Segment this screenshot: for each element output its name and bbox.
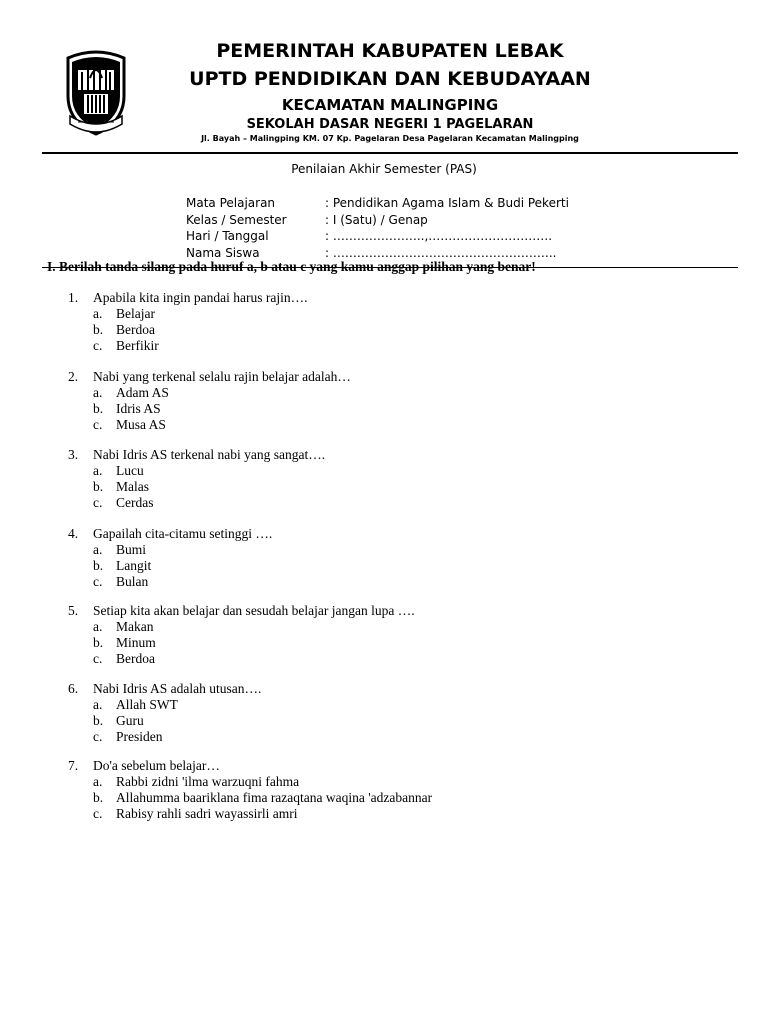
answer-option-b: b. Guru: [93, 713, 144, 728]
header-divider: [42, 152, 738, 154]
answer-option-c: c. Berfikir: [93, 338, 159, 353]
answer-option-b: b. Malas: [93, 479, 149, 494]
info-label: Mata Pelajaran: [186, 196, 276, 210]
answer-option-b: b. Langit: [93, 558, 152, 573]
header-address: Jl. Bayah – Malingping KM. 07 Kp. Pagelaran Desa Pagelaran Kecamatan Malingping: [201, 134, 579, 143]
answer-option-b: b. Idris AS: [93, 401, 161, 416]
question-number: 4.: [68, 526, 79, 541]
question-number: 2.: [68, 369, 79, 384]
answer-option-a: a. Allah SWT: [93, 697, 178, 712]
info-value: : ………………………………………………..: [325, 245, 557, 260]
question-text: Nabi yang terkenal selalu rajin belajar adalah…: [93, 369, 351, 384]
info-row-date: [186, 228, 569, 245]
exam-title: Penilaian Akhir Semester (PAS): [291, 162, 477, 176]
answer-option-a: a. Lucu: [93, 463, 144, 478]
header-district-title: KECAMATAN MALINGPING: [281, 96, 499, 114]
answer-option-c: c. Presiden: [93, 729, 163, 744]
info-row-class: [186, 212, 569, 229]
answer-option-b: b. Allahumma baariklana fima razaqtana waqina 'adzabannar: [93, 790, 433, 805]
answer-option-a: a. Makan: [93, 619, 154, 634]
answer-option-a: a. Rabbi zidni 'ilma warzuqni fahma: [93, 774, 300, 789]
question-number: 6.: [68, 681, 79, 696]
header-government-title: PEMERINTAH KABUPATEN LEBAK: [216, 40, 564, 62]
info-label: Kelas / Semester: [186, 212, 287, 227]
answer-option-b: b. Minum: [93, 635, 156, 650]
question-text: Setiap kita akan belajar dan sesudah belajar jangan lupa ….: [93, 603, 415, 618]
info-label: Nama Siswa: [186, 245, 260, 260]
info-value: : Pendidikan Agama Islam & Budi Pekerti: [325, 196, 569, 210]
question-text: Apabila kita ingin pandai harus rajin….: [93, 290, 308, 305]
header-department-title: UPTD PENDIDIKAN DAN KEBUDAYAAN: [189, 68, 591, 90]
question-number: 7.: [68, 758, 79, 773]
question-number: 1.: [68, 290, 79, 305]
answer-option-c: c. Cerdas: [93, 495, 154, 510]
header-school-name: SEKOLAH DASAR NEGERI 1 PAGELARAN: [246, 117, 534, 132]
answer-option-c: c. Rabisy rahli sadri wayassirli amri: [93, 806, 298, 821]
info-row-subject: [186, 195, 569, 212]
question-text: Gapailah cita-citamu setinggi ….: [93, 526, 273, 541]
answer-option-b: b. Berdoa: [93, 322, 155, 337]
info-value: : …………………..,………………………….: [325, 229, 553, 243]
answer-option-c: c. Berdoa: [93, 651, 155, 666]
exam-info-block: [186, 195, 569, 261]
kabupaten-lebak-emblem-logo: [60, 48, 132, 140]
info-label: Hari / Tanggal: [186, 229, 269, 243]
instruction-text: I. Berilah tanda silang pada huruf a, b atau c yang kamu anggap pilihan yang benar!: [47, 259, 536, 274]
question-text: Nabi Idris AS adalah utusan….: [93, 681, 262, 696]
question-text: Nabi Idris AS terkenal nabi yang sangat….: [93, 447, 326, 462]
question-number: 3.: [68, 447, 79, 462]
answer-option-a: a. Belajar: [93, 306, 155, 321]
answer-option-c: c. Bulan: [93, 574, 149, 589]
info-value: : I (Satu) / Genap: [325, 212, 428, 227]
answer-option-c: c. Musa AS: [93, 417, 166, 432]
answer-option-a: a. Bumi: [93, 542, 147, 557]
answer-option-a: a. Adam AS: [93, 385, 169, 400]
question-text: Do'a sebelum belajar…: [93, 758, 220, 773]
question-number: 5.: [68, 603, 79, 618]
